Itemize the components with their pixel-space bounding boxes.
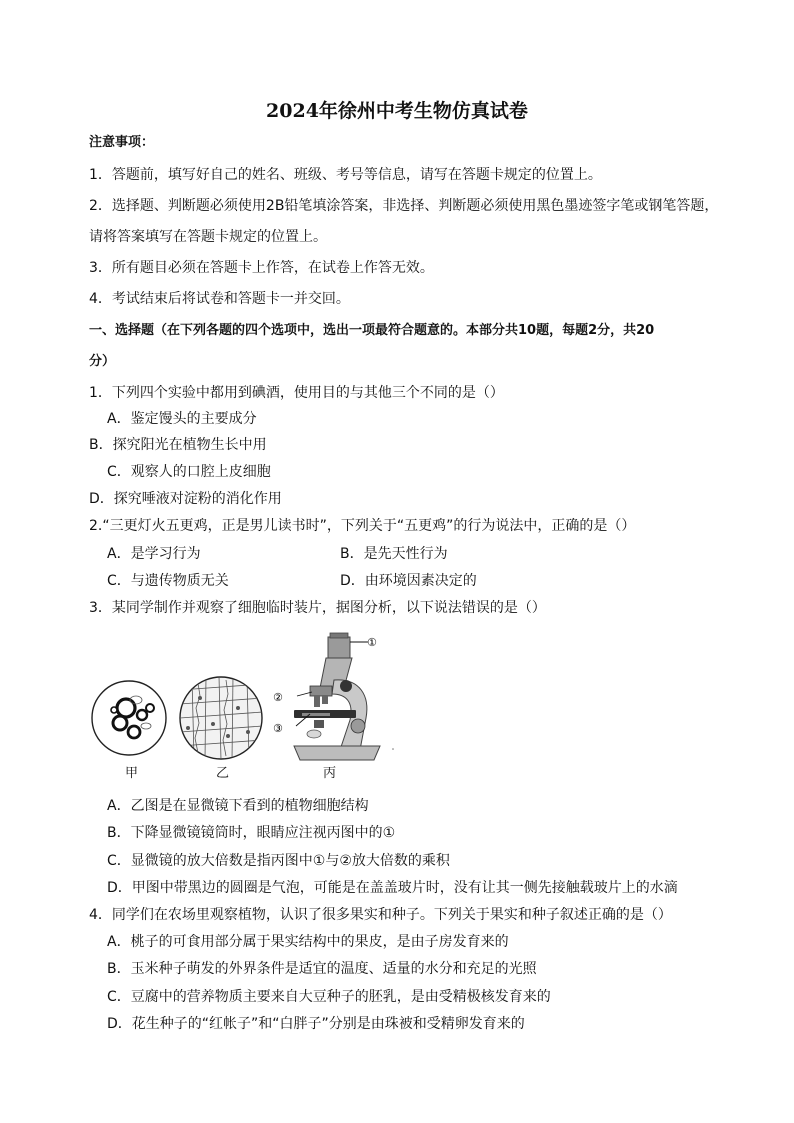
figure-yi-view bbox=[180, 676, 263, 760]
q4-option-a: A．桃子的可食用部分属于果实结构中的果皮，是由子房发育来的 bbox=[107, 934, 509, 950]
q1-stem: 1．下列四个实验中都用到碘酒，使用目的与其他三个不同的是（） bbox=[89, 385, 504, 401]
exam-title: 2024年徐州中考生物仿真试卷 bbox=[266, 100, 528, 122]
q1-option-c: C．观察人的口腔上皮细胞 bbox=[107, 464, 271, 480]
notice-item-2-cont: 请将答案填写在答题卡规定的位置上。 bbox=[89, 229, 327, 245]
q2-option-c: C．与遗传物质无关 bbox=[107, 573, 229, 589]
section-heading-cont: 分） bbox=[89, 354, 116, 369]
marker-2: ② bbox=[273, 691, 283, 704]
notice-heading: 注意事项： bbox=[89, 135, 155, 150]
q1-option-d: D．探究唾液对淀粉的消化作用 bbox=[89, 491, 282, 507]
notice-item-1: 1．答题前，填写好自己的姓名、班级、考号等信息，请写在答题卡规定的位置上。 bbox=[89, 167, 602, 183]
q2-option-a: A．是学习行为 bbox=[107, 546, 201, 562]
figure-jia-view bbox=[92, 681, 166, 755]
q3-option-b: B．下降显微镜镜筒时，眼睛应注视丙图中的① bbox=[107, 825, 396, 841]
q4-option-d: D．花生种子的“红帐子”和“白胖子”分别是由珠被和受精卵发育来的 bbox=[107, 1016, 525, 1032]
q4-stem: 4．同学们在农场里观察植物，认识了很多果实和种子。下列关于果实和种子叙述正确的是（） bbox=[89, 907, 672, 923]
q4-option-c: C．豆腐中的营养物质主要来自大豆种子的胚乳，是由受精极核发育来的 bbox=[107, 989, 551, 1005]
q3-option-d: D．甲图中带黑边的圆圈是气泡，可能是在盖盖玻片时，没有让其一侧先接触载玻片上的水滴 bbox=[107, 880, 678, 896]
caption-jia: 甲 bbox=[125, 766, 139, 781]
section-heading: 一、选择题（在下列各题的四个选项中，选出一项最符合题意的。本部分共10题，每题2分，共20 bbox=[89, 323, 655, 338]
caption-bing: 丙 bbox=[323, 766, 337, 781]
q3-stem: 3．某同学制作并观察了细胞临时装片，据图分析，以下说法错误的是（） bbox=[89, 600, 546, 616]
notice-item-4: 4．考试结束后将试卷和答题卡一并交回。 bbox=[89, 291, 350, 307]
q1-option-a: A．鉴定馒头的主要成分 bbox=[107, 411, 257, 427]
q3-figure-drawing bbox=[88, 628, 408, 780]
notice-item-2: 2．选择题、判断题必须使用2B铅笔填涂答案，非选择、判断题必须使用黑色墨迹签字笔或钢笔答题， bbox=[89, 198, 719, 214]
q3-option-c: C．显微镜的放大倍数是指丙图中①与②放大倍数的乘积 bbox=[107, 853, 450, 869]
q3-figure bbox=[88, 628, 408, 780]
q4-option-b: B．玉米种子萌发的外界条件是适宜的温度、适量的水分和充足的光照 bbox=[107, 961, 537, 977]
figure-bing-microscope bbox=[294, 633, 380, 760]
marker-3: ③ bbox=[273, 722, 283, 735]
q3-option-a: A．乙图是在显微镜下看到的植物细胞结构 bbox=[107, 798, 369, 814]
q2-option-b: B．是先天性行为 bbox=[340, 546, 448, 562]
q2-stem: 2.“三更灯火五更鸡，正是男儿读书时”，下列关于“五更鸡”的行为说法中，正确的是（） bbox=[89, 518, 636, 534]
caption-yi: 乙 bbox=[216, 766, 230, 781]
q1-option-b: B．探究阳光在植物生长中用 bbox=[89, 437, 267, 453]
notice-item-3: 3．所有题目必须在答题卡上作答，在试卷上作答无效。 bbox=[89, 260, 434, 276]
marker-1: ① bbox=[367, 636, 377, 649]
q2-option-d: D．由环境因素决定的 bbox=[340, 573, 477, 589]
